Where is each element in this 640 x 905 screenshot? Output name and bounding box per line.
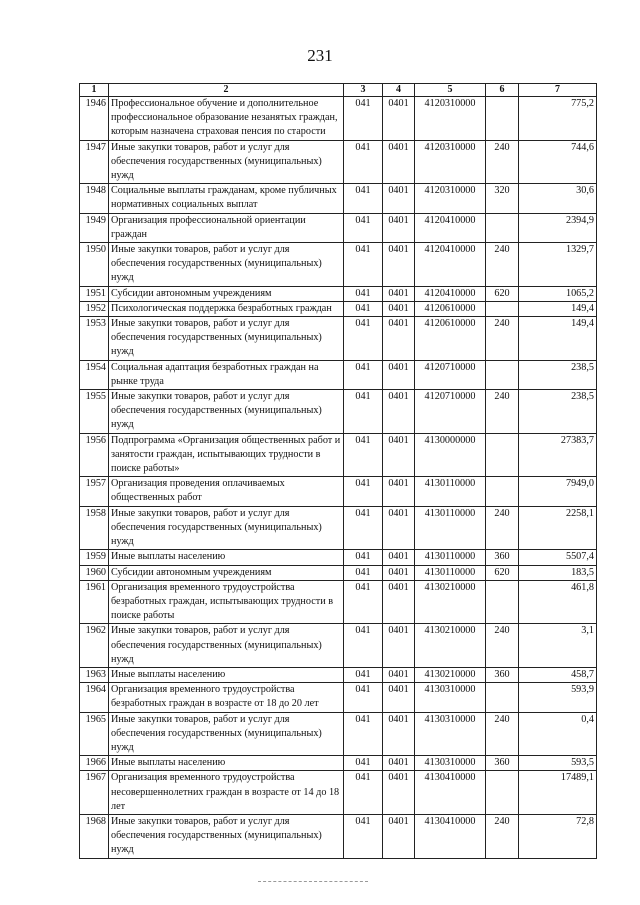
row-name: Организация временного трудоустройства безработных граждан в возрасте от 18 до 20 лет bbox=[109, 683, 344, 712]
amount: 30,6 bbox=[519, 184, 597, 213]
column-header: 4 bbox=[383, 84, 415, 97]
row-name: Иные закупки товаров, работ и услуг для обеспечения государственных (муниципальных) нужд bbox=[109, 506, 344, 550]
section-code: 0401 bbox=[383, 814, 415, 858]
target-article: 4130310000 bbox=[415, 712, 486, 756]
ministry-code: 041 bbox=[344, 712, 383, 756]
row-number: 1961 bbox=[80, 580, 109, 624]
ministry-code: 041 bbox=[344, 184, 383, 213]
column-header: 5 bbox=[415, 84, 486, 97]
ministry-code: 041 bbox=[344, 433, 383, 477]
ministry-code: 041 bbox=[344, 667, 383, 682]
table-row bbox=[80, 506, 597, 550]
row-number: 1951 bbox=[80, 286, 109, 301]
target-article: 4130110000 bbox=[415, 506, 486, 550]
column-header: 6 bbox=[486, 84, 519, 97]
row-name: Социальная адаптация безработных граждан на рынке труда bbox=[109, 360, 344, 389]
column-header: 7 bbox=[519, 84, 597, 97]
ministry-code: 041 bbox=[344, 756, 383, 771]
section-code: 0401 bbox=[383, 565, 415, 580]
target-article: 4130210000 bbox=[415, 624, 486, 668]
section-code: 0401 bbox=[383, 360, 415, 389]
amount: 2394,9 bbox=[519, 213, 597, 242]
target-article: 4130110000 bbox=[415, 565, 486, 580]
row-number: 1959 bbox=[80, 550, 109, 565]
expense-type: 240 bbox=[486, 814, 519, 858]
section-code: 0401 bbox=[383, 286, 415, 301]
row-name: Иные закупки товаров, работ и услуг для обеспечения государственных (муниципальных) нужд bbox=[109, 814, 344, 858]
table-row bbox=[80, 550, 597, 565]
target-article: 4120710000 bbox=[415, 360, 486, 389]
target-article: 4120310000 bbox=[415, 97, 486, 141]
row-name: Иные выплаты населению bbox=[109, 756, 344, 771]
target-article: 4120710000 bbox=[415, 390, 486, 434]
column-header: 3 bbox=[344, 84, 383, 97]
section-code: 0401 bbox=[383, 756, 415, 771]
amount: 593,5 bbox=[519, 756, 597, 771]
ministry-code: 041 bbox=[344, 771, 383, 815]
section-code: 0401 bbox=[383, 433, 415, 477]
row-name: Иные закупки товаров, работ и услуг для обеспечения государственных (муниципальных) нужд bbox=[109, 317, 344, 361]
expense-type: 360 bbox=[486, 756, 519, 771]
row-number: 1958 bbox=[80, 506, 109, 550]
target-article: 4130310000 bbox=[415, 683, 486, 712]
amount: 461,8 bbox=[519, 580, 597, 624]
expense-type bbox=[486, 477, 519, 506]
table-row bbox=[80, 624, 597, 668]
ministry-code: 041 bbox=[344, 301, 383, 316]
expense-type: 620 bbox=[486, 565, 519, 580]
row-number: 1949 bbox=[80, 213, 109, 242]
expense-type bbox=[486, 213, 519, 242]
row-name: Подпрограмма «Организация общественных работ и занятости граждан, испытывающих трудности в поиске работы» bbox=[109, 433, 344, 477]
row-number: 1955 bbox=[80, 390, 109, 434]
section-code: 0401 bbox=[383, 213, 415, 242]
ministry-code: 041 bbox=[344, 477, 383, 506]
expense-type bbox=[486, 433, 519, 477]
row-number: 1957 bbox=[80, 477, 109, 506]
row-name: Иные закупки товаров, работ и услуг для обеспечения государственных (муниципальных) нужд bbox=[109, 390, 344, 434]
section-code: 0401 bbox=[383, 184, 415, 213]
table-header-row bbox=[80, 84, 597, 97]
column-header: 2 bbox=[109, 84, 344, 97]
expense-type: 240 bbox=[486, 712, 519, 756]
row-name: Субсидии автономным учреждениям bbox=[109, 565, 344, 580]
row-number: 1960 bbox=[80, 565, 109, 580]
expense-type bbox=[486, 97, 519, 141]
table-row bbox=[80, 712, 597, 756]
expense-type bbox=[486, 683, 519, 712]
row-number: 1968 bbox=[80, 814, 109, 858]
section-code: 0401 bbox=[383, 667, 415, 682]
expense-type: 240 bbox=[486, 390, 519, 434]
section-code: 0401 bbox=[383, 683, 415, 712]
target-article: 4130210000 bbox=[415, 667, 486, 682]
table-row bbox=[80, 213, 597, 242]
expense-type: 240 bbox=[486, 317, 519, 361]
table-row bbox=[80, 433, 597, 477]
expense-type: 360 bbox=[486, 550, 519, 565]
ministry-code: 041 bbox=[344, 317, 383, 361]
table-row bbox=[80, 756, 597, 771]
target-article: 4120410000 bbox=[415, 286, 486, 301]
row-name: Социальные выплаты гражданам, кроме публичных нормативных социальных выплат bbox=[109, 184, 344, 213]
expense-type: 360 bbox=[486, 667, 519, 682]
expense-type bbox=[486, 301, 519, 316]
row-number: 1950 bbox=[80, 243, 109, 287]
ministry-code: 041 bbox=[344, 565, 383, 580]
table-row bbox=[80, 360, 597, 389]
section-code: 0401 bbox=[383, 243, 415, 287]
row-name: Иные выплаты населению bbox=[109, 550, 344, 565]
section-code: 0401 bbox=[383, 301, 415, 316]
row-number: 1963 bbox=[80, 667, 109, 682]
expense-type bbox=[486, 360, 519, 389]
amount: 149,4 bbox=[519, 317, 597, 361]
target-article: 4120310000 bbox=[415, 184, 486, 213]
amount: 17489,1 bbox=[519, 771, 597, 815]
expense-type bbox=[486, 771, 519, 815]
ministry-code: 041 bbox=[344, 390, 383, 434]
table-row bbox=[80, 667, 597, 682]
section-code: 0401 bbox=[383, 390, 415, 434]
target-article: 4130210000 bbox=[415, 580, 486, 624]
row-number: 1965 bbox=[80, 712, 109, 756]
row-number: 1947 bbox=[80, 140, 109, 184]
ministry-code: 041 bbox=[344, 506, 383, 550]
table-row bbox=[80, 390, 597, 434]
row-name: Иные закупки товаров, работ и услуг для обеспечения государственных (муниципальных) нужд bbox=[109, 712, 344, 756]
table-body bbox=[80, 97, 597, 859]
table-row bbox=[80, 243, 597, 287]
table-row bbox=[80, 565, 597, 580]
table-row bbox=[80, 477, 597, 506]
table-row bbox=[80, 814, 597, 858]
amount: 238,5 bbox=[519, 360, 597, 389]
section-code: 0401 bbox=[383, 97, 415, 141]
amount: 1329,7 bbox=[519, 243, 597, 287]
scan-artifact-line bbox=[258, 881, 368, 883]
row-number: 1966 bbox=[80, 756, 109, 771]
amount: 458,7 bbox=[519, 667, 597, 682]
section-code: 0401 bbox=[383, 712, 415, 756]
table-row bbox=[80, 683, 597, 712]
row-name: Иные закупки товаров, работ и услуг для обеспечения государственных (муниципальных) нужд bbox=[109, 624, 344, 668]
target-article: 4130310000 bbox=[415, 756, 486, 771]
target-article: 4130410000 bbox=[415, 814, 486, 858]
row-name: Организация временного трудоустройства несовершеннолетних граждан в возрасте от 14 до 18 лет bbox=[109, 771, 344, 815]
section-code: 0401 bbox=[383, 771, 415, 815]
row-name: Организация проведения оплачиваемых общественных работ bbox=[109, 477, 344, 506]
row-number: 1962 bbox=[80, 624, 109, 668]
target-article: 4120610000 bbox=[415, 317, 486, 361]
budget-table bbox=[79, 83, 597, 859]
section-code: 0401 bbox=[383, 140, 415, 184]
row-number: 1967 bbox=[80, 771, 109, 815]
expense-type: 240 bbox=[486, 140, 519, 184]
amount: 238,5 bbox=[519, 390, 597, 434]
ministry-code: 041 bbox=[344, 580, 383, 624]
ministry-code: 041 bbox=[344, 97, 383, 141]
ministry-code: 041 bbox=[344, 360, 383, 389]
table-row bbox=[80, 184, 597, 213]
row-name: Иные выплаты населению bbox=[109, 667, 344, 682]
table-row bbox=[80, 771, 597, 815]
amount: 775,2 bbox=[519, 97, 597, 141]
expense-type bbox=[486, 580, 519, 624]
expense-type: 240 bbox=[486, 624, 519, 668]
row-number: 1954 bbox=[80, 360, 109, 389]
expense-type: 620 bbox=[486, 286, 519, 301]
target-article: 4130410000 bbox=[415, 771, 486, 815]
row-name: Организация временного трудоустройства безработных граждан, испытывающих трудности в поиске работы bbox=[109, 580, 344, 624]
amount: 744,6 bbox=[519, 140, 597, 184]
row-name: Психологическая поддержка безработных граждан bbox=[109, 301, 344, 316]
ministry-code: 041 bbox=[344, 550, 383, 565]
table-row bbox=[80, 317, 597, 361]
row-name: Организация профессиональной ориентации граждан bbox=[109, 213, 344, 242]
ministry-code: 041 bbox=[344, 683, 383, 712]
section-code: 0401 bbox=[383, 624, 415, 668]
ministry-code: 041 bbox=[344, 243, 383, 287]
amount: 72,8 bbox=[519, 814, 597, 858]
section-code: 0401 bbox=[383, 580, 415, 624]
section-code: 0401 bbox=[383, 317, 415, 361]
amount: 593,9 bbox=[519, 683, 597, 712]
table-row bbox=[80, 97, 597, 141]
section-code: 0401 bbox=[383, 506, 415, 550]
amount: 5507,4 bbox=[519, 550, 597, 565]
target-article: 4130110000 bbox=[415, 477, 486, 506]
target-article: 4120410000 bbox=[415, 243, 486, 287]
target-article: 4130110000 bbox=[415, 550, 486, 565]
row-name: Иные закупки товаров, работ и услуг для обеспечения государственных (муниципальных) нужд bbox=[109, 140, 344, 184]
amount: 27383,7 bbox=[519, 433, 597, 477]
row-name: Иные закупки товаров, работ и услуг для обеспечения государственных (муниципальных) нужд bbox=[109, 243, 344, 287]
table-row bbox=[80, 301, 597, 316]
ministry-code: 041 bbox=[344, 286, 383, 301]
amount: 0,4 bbox=[519, 712, 597, 756]
ministry-code: 041 bbox=[344, 213, 383, 242]
row-number: 1953 bbox=[80, 317, 109, 361]
expense-type: 240 bbox=[486, 243, 519, 287]
expense-type: 240 bbox=[486, 506, 519, 550]
row-number: 1952 bbox=[80, 301, 109, 316]
row-number: 1964 bbox=[80, 683, 109, 712]
amount: 3,1 bbox=[519, 624, 597, 668]
table-row bbox=[80, 140, 597, 184]
amount: 183,5 bbox=[519, 565, 597, 580]
target-article: 4120410000 bbox=[415, 213, 486, 242]
expense-type: 320 bbox=[486, 184, 519, 213]
column-header: 1 bbox=[80, 84, 109, 97]
ministry-code: 041 bbox=[344, 814, 383, 858]
section-code: 0401 bbox=[383, 477, 415, 506]
target-article: 4120610000 bbox=[415, 301, 486, 316]
section-code: 0401 bbox=[383, 550, 415, 565]
amount: 1065,2 bbox=[519, 286, 597, 301]
target-article: 4130000000 bbox=[415, 433, 486, 477]
target-article: 4120310000 bbox=[415, 140, 486, 184]
row-name: Субсидии автономным учреждениям bbox=[109, 286, 344, 301]
row-number: 1946 bbox=[80, 97, 109, 141]
table-row bbox=[80, 580, 597, 624]
row-name: Профессиональное обучение и дополнительное профессиональное образование незанятых граждан, которым назначена страховая пенсия по старости bbox=[109, 97, 344, 141]
page-number: 231 bbox=[307, 46, 333, 65]
amount: 2258,1 bbox=[519, 506, 597, 550]
ministry-code: 041 bbox=[344, 624, 383, 668]
amount: 7949,0 bbox=[519, 477, 597, 506]
row-number: 1948 bbox=[80, 184, 109, 213]
row-number: 1956 bbox=[80, 433, 109, 477]
table-row bbox=[80, 286, 597, 301]
ministry-code: 041 bbox=[344, 140, 383, 184]
amount: 149,4 bbox=[519, 301, 597, 316]
